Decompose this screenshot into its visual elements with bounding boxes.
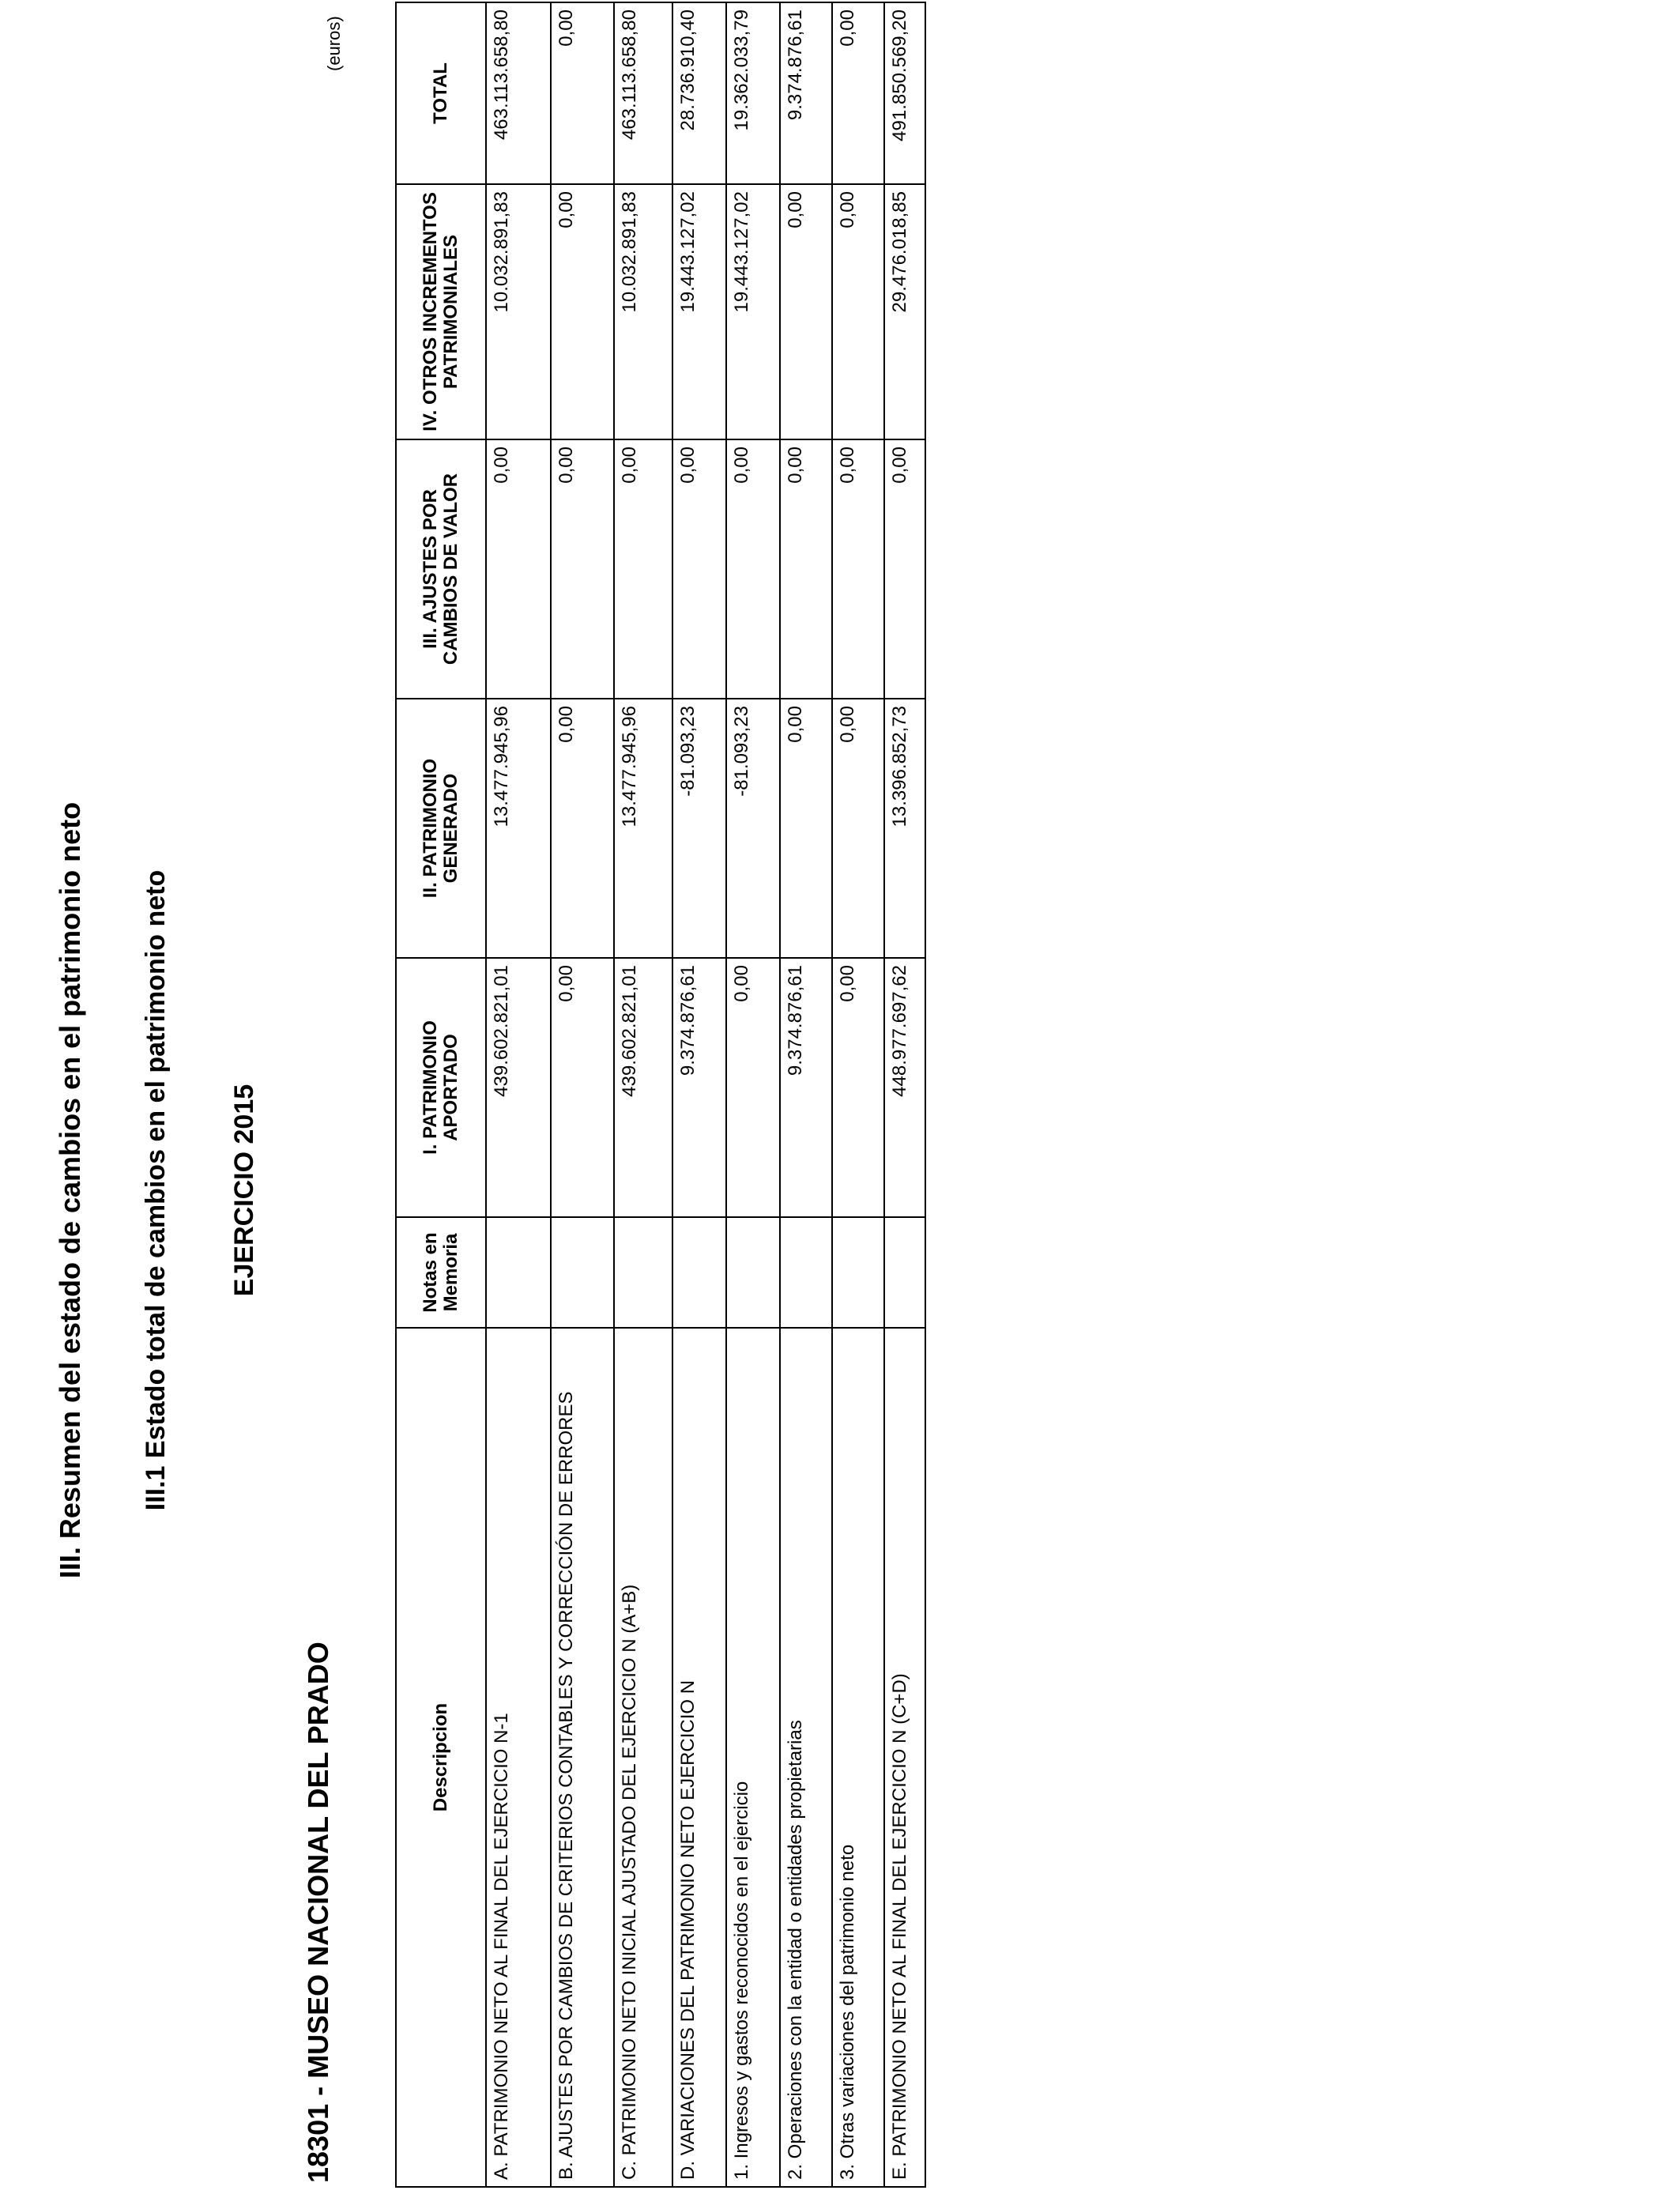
- row-description: B. AJUSTES POR CAMBIOS DE CRITERIOS CONTABLES Y CORRECCIÓN DE ERRORES: [551, 1328, 614, 2187]
- row-otros: 19.443.127,02: [672, 184, 726, 439]
- row-aportado: 439.602.821,01: [614, 958, 672, 1217]
- row-notes: [551, 1217, 614, 1328]
- row-notes: [832, 1217, 884, 1328]
- row-total: 0,00: [832, 2, 884, 184]
- row-generado: 13.477.945,96: [486, 699, 551, 958]
- row-aportado: 0,00: [726, 958, 780, 1217]
- row-ajustes: 0,00: [780, 439, 832, 699]
- row-otros: 0,00: [780, 184, 832, 439]
- row-ajustes: 0,00: [486, 439, 551, 699]
- row-aportado: 9.374.876,61: [672, 958, 726, 1217]
- column-header-description: Descripcion: [396, 1328, 486, 2187]
- row-generado: 0,00: [551, 699, 614, 958]
- row-otros: 29.476.018,85: [884, 184, 925, 439]
- row-total: 0,00: [551, 2, 614, 184]
- row-total: 19.362.033,79: [726, 2, 780, 184]
- entity-name: 18301 - MUSEO NACIONAL DEL PRADO: [302, 1642, 334, 2183]
- row-total: 28.736.910,40: [672, 2, 726, 184]
- row-description: 1. Ingresos y gastos reconocidos en el ejercicio: [726, 1328, 780, 2187]
- row-description: D. VARIACIONES DEL PATRIMONIO NETO EJERCICIO N: [672, 1328, 726, 2187]
- table-row: [884, 2, 925, 2187]
- row-otros: 19.443.127,02: [726, 184, 780, 439]
- row-ajustes: 0,00: [551, 439, 614, 699]
- table-row: [832, 2, 884, 2187]
- row-notes: [486, 1217, 551, 1328]
- column-header-generado: II. PATRIMONIO GENERADO: [396, 699, 486, 958]
- row-description: C. PATRIMONIO NETO INICIAL AJUSTADO DEL EJERCICIO N (A+B): [614, 1328, 672, 2187]
- row-total: 463.113.658,80: [486, 2, 551, 184]
- column-header-aportado: I. PATRIMONIO APORTADO: [396, 958, 486, 1217]
- row-description: 2. Operaciones con la entidad o entidades propietarias: [780, 1328, 832, 2187]
- column-header-total: TOTAL: [396, 2, 486, 184]
- row-ajustes: 0,00: [884, 439, 925, 699]
- row-otros: 0,00: [551, 184, 614, 439]
- row-generado: 0,00: [780, 699, 832, 958]
- row-aportado: 9.374.876,61: [780, 958, 832, 1217]
- column-header-notes: Notas en Memoria: [396, 1217, 486, 1328]
- report-title: III. Resumen del estado de cambios en el patrimonio neto: [54, 801, 86, 1579]
- row-description: E. PATRIMONIO NETO AL FINAL DEL EJERCICIO N (C+D): [884, 1328, 925, 2187]
- row-notes: [672, 1217, 726, 1328]
- equity-changes-table: [395, 2, 926, 2188]
- row-notes: [884, 1217, 925, 1328]
- row-notes: [780, 1217, 832, 1328]
- row-generado: 0,00: [832, 699, 884, 958]
- row-generado: 13.477.945,96: [614, 699, 672, 958]
- table-header-row: [396, 2, 486, 2187]
- table-row: [486, 2, 551, 2187]
- table-row: [614, 2, 672, 2187]
- row-total: 463.113.658,80: [614, 2, 672, 184]
- row-notes: [726, 1217, 780, 1328]
- row-total: 9.374.876,61: [780, 2, 832, 184]
- row-ajustes: 0,00: [614, 439, 672, 699]
- column-header-otros: IV. OTROS INCREMENTOS PATRIMONIALES: [396, 184, 486, 439]
- row-aportado: 0,00: [551, 958, 614, 1217]
- row-ajustes: 0,00: [726, 439, 780, 699]
- row-notes: [614, 1217, 672, 1328]
- column-header-ajustes: III. AJUSTES POR CAMBIOS DE VALOR: [396, 439, 486, 699]
- row-total: 491.850.569,20: [884, 2, 925, 184]
- currency-unit: (euros): [324, 16, 344, 71]
- row-generado: -81.093,23: [672, 699, 726, 958]
- row-aportado: 0,00: [832, 958, 884, 1217]
- row-ajustes: 0,00: [672, 439, 726, 699]
- row-otros: 0,00: [832, 184, 884, 439]
- row-aportado: 448.977.697,62: [884, 958, 925, 1217]
- table-row: [726, 2, 780, 2187]
- row-otros: 10.032.891,83: [614, 184, 672, 439]
- table-row: [672, 2, 726, 2187]
- row-generado: 13.396.852,73: [884, 699, 925, 958]
- table-row: [780, 2, 832, 2187]
- row-description: 3. Otras variaciones del patrimonio neto: [832, 1328, 884, 2187]
- fiscal-year: EJERCICIO 2015: [229, 1084, 259, 1297]
- row-aportado: 439.602.821,01: [486, 958, 551, 1217]
- row-ajustes: 0,00: [832, 439, 884, 699]
- report-subtitle: III.1 Estado total de cambios en el patrimonio neto: [141, 869, 171, 1511]
- table-row: [551, 2, 614, 2187]
- row-generado: -81.093,23: [726, 699, 780, 958]
- row-otros: 10.032.891,83: [486, 184, 551, 439]
- row-description: A. PATRIMONIO NETO AL FINAL DEL EJERCICIO N-1: [486, 1328, 551, 2187]
